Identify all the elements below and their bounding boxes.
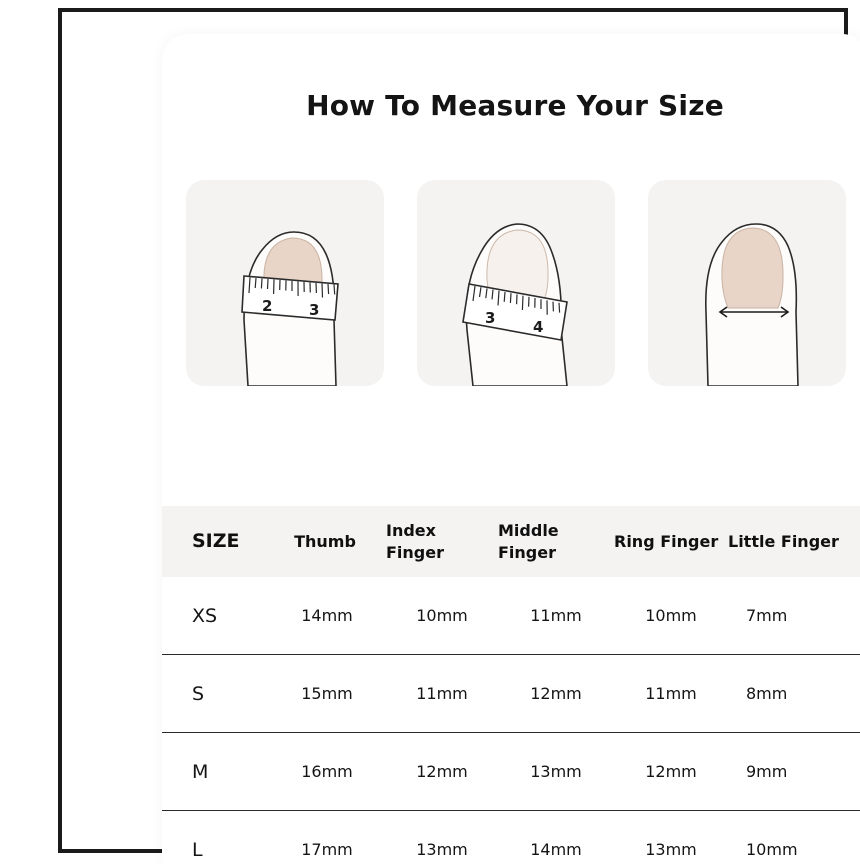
- ruler-label-2: 2: [262, 297, 272, 315]
- cell-ring: 13mm: [614, 811, 728, 864]
- cell-size: S: [162, 655, 268, 733]
- table-row: [162, 655, 860, 733]
- cell-ring: 11mm: [614, 655, 728, 733]
- cell-index: 11mm: [386, 655, 498, 733]
- cell-little: 10mm: [728, 811, 860, 864]
- cell-thumb: 15mm: [268, 655, 386, 733]
- header-middle-finger: Middle Finger: [498, 506, 614, 577]
- cell-thumb: 17mm: [268, 811, 386, 864]
- content-card: [162, 34, 860, 864]
- outer-frame: [58, 8, 848, 853]
- ruler-label-3: 3: [309, 301, 319, 319]
- cell-middle: 14mm: [498, 811, 614, 864]
- cell-ring: 12mm: [614, 733, 728, 811]
- cell-thumb: 14mm: [268, 577, 386, 655]
- page-title: How To Measure Your Size: [162, 89, 860, 122]
- cell-middle: 11mm: [498, 577, 614, 655]
- cell-middle: 12mm: [498, 655, 614, 733]
- cell-index: 13mm: [386, 811, 498, 864]
- illustration-row: [186, 180, 846, 386]
- illustration-finger-width-arrow: [648, 180, 846, 386]
- header-thumb: Thumb: [268, 506, 386, 577]
- illustration-finger-with-ruler: [417, 180, 615, 386]
- cell-middle: 13mm: [498, 733, 614, 811]
- illustration-thumb-with-ruler: [186, 180, 384, 386]
- header-size: SIZE: [162, 506, 268, 577]
- table-row: [162, 811, 860, 864]
- table-row: [162, 733, 860, 811]
- header-little-finger: Little Finger: [728, 506, 860, 577]
- cell-size: XS: [162, 577, 268, 655]
- table-row: [162, 577, 860, 655]
- cell-little: 7mm: [728, 577, 860, 655]
- cell-little: 9mm: [728, 733, 860, 811]
- size-table: [162, 506, 860, 864]
- cell-ring: 10mm: [614, 577, 728, 655]
- size-table-container: [162, 506, 860, 864]
- cell-index: 12mm: [386, 733, 498, 811]
- cell-little: 8mm: [728, 655, 860, 733]
- cell-size: L: [162, 811, 268, 864]
- cell-thumb: 16mm: [268, 733, 386, 811]
- cell-size: M: [162, 733, 268, 811]
- ruler-label-4: 4: [533, 318, 543, 336]
- ruler-label-3: 3: [485, 309, 495, 327]
- table-header-row: [162, 506, 860, 577]
- header-ring-finger: Ring Finger: [614, 506, 728, 577]
- header-index-finger: Index Finger: [386, 506, 498, 577]
- cell-index: 10mm: [386, 577, 498, 655]
